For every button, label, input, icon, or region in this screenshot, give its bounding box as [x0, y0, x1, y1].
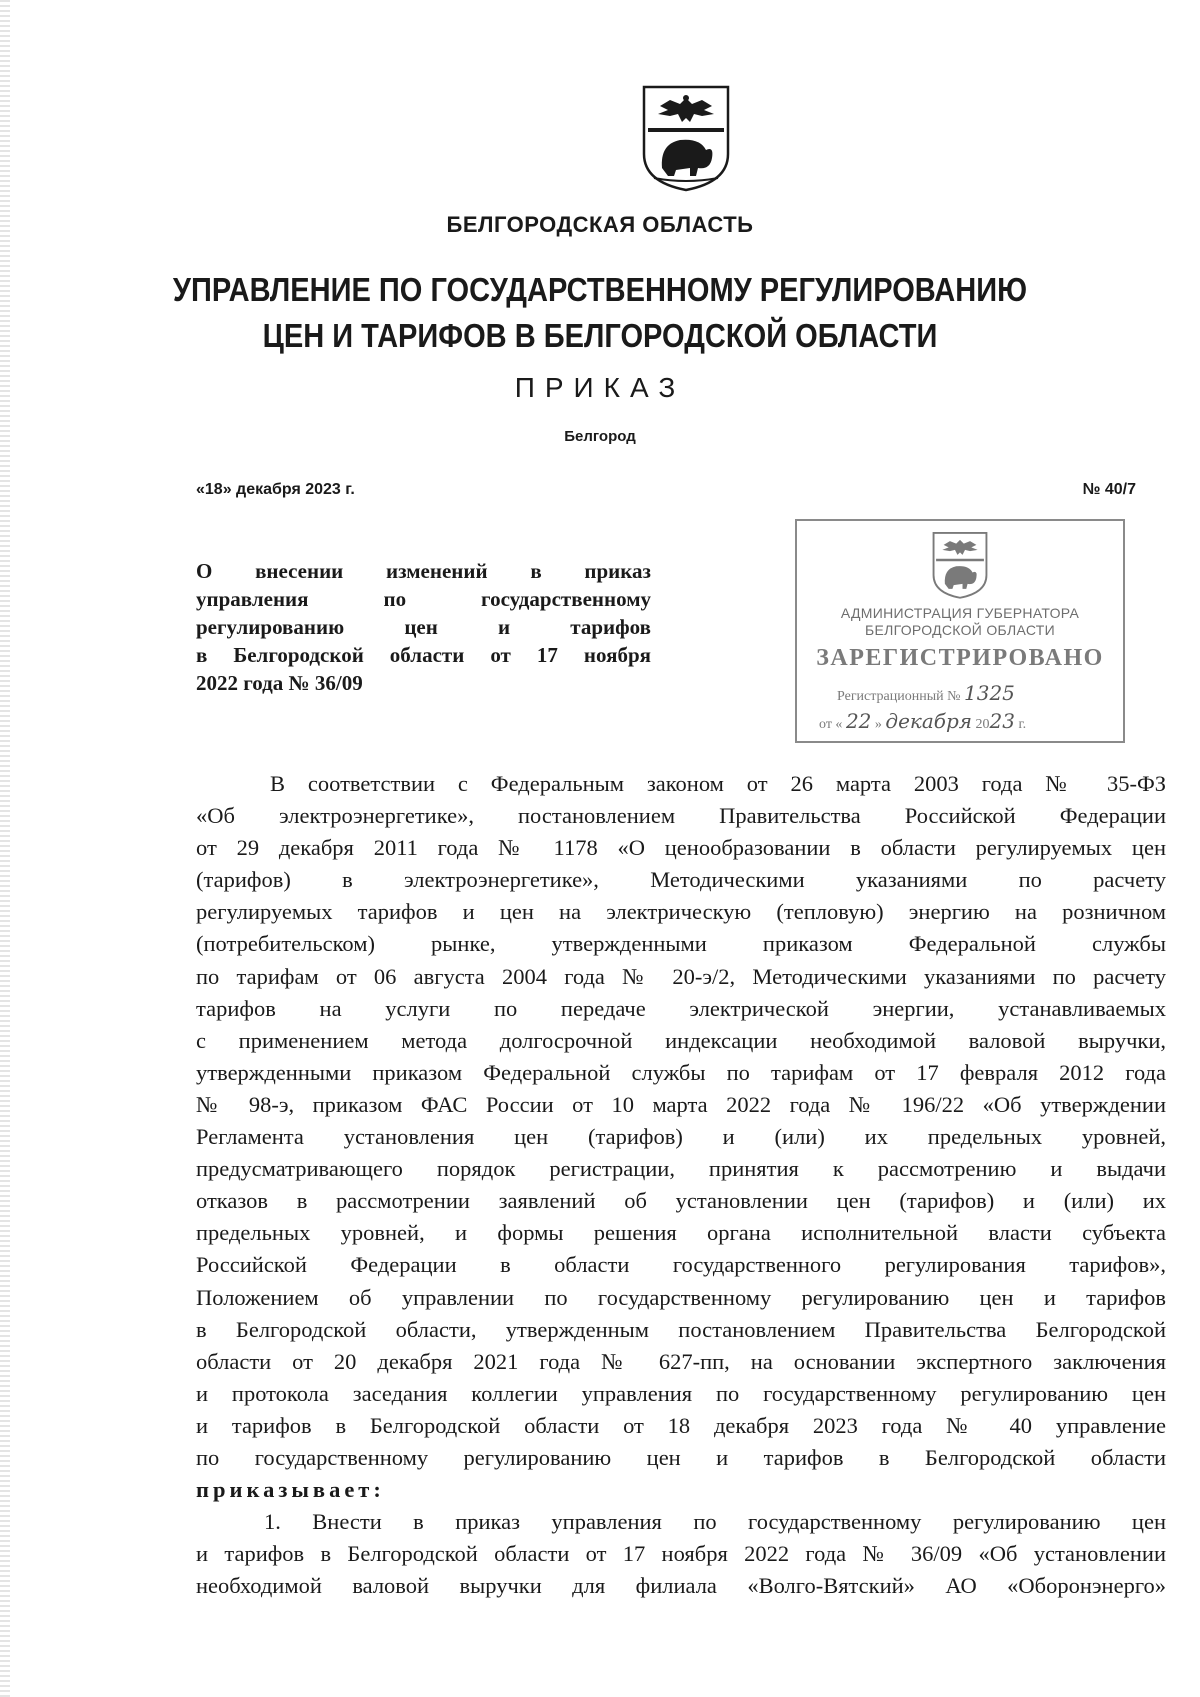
city: Белгород: [564, 428, 636, 445]
body-line: и протокола заседания коллегии управления по государственному регулированию цен: [196, 1380, 1166, 1406]
body-line: № 98-э, приказом ФАС России от 10 марта 2022 года № 196/22 «Об утверждении: [196, 1091, 1166, 1117]
coat-of-arms-icon: [640, 84, 732, 192]
stamp-year-suffix: 23: [989, 709, 1015, 733]
preamble-paragraph: [196, 768, 1166, 1506]
body-line: Регламента установления цен (тарифов) и (или) их предельных уровней,: [196, 1124, 1166, 1150]
stamp-coat-of-arms-icon: [931, 531, 989, 599]
agency-line-1: УПРАВЛЕНИЕ ПО ГОСУДАРСТВЕННОМУ РЕГУЛИРОВАНИЮ: [172, 271, 1028, 308]
body-line: в Белгородской области, утвержденным постановлением Правительства Белгородской: [196, 1316, 1166, 1342]
body-line: области от 20 декабря 2021 года № 627-пп, на основании экспертного заключения: [196, 1348, 1166, 1374]
region-title: БЕЛГОРОДСКАЯ ОБЛАСТЬ: [446, 212, 754, 237]
stamp-organization: [797, 605, 1123, 639]
orders-word: приказывает:: [196, 1477, 385, 1503]
subject-line: О внесении изменений в приказ: [196, 559, 651, 583]
subject-line: в Белгородской области от 17 ноября: [196, 643, 651, 667]
body-line: по тарифам от 06 августа 2004 года № 20-э/2, Методическими указаниями по расчету: [196, 963, 1166, 989]
stamp-date-line: [819, 709, 1026, 733]
body-line: с применением метода долгосрочной индексации необходимой валовой выручки,: [196, 1027, 1166, 1053]
subject-line: 2022 года № 36/09: [196, 671, 363, 695]
body-line: Положением об управлении по государственному регулированию цен и тарифов: [196, 1284, 1166, 1310]
body-line: утвержденными приказом Федеральной службы по тарифам от 17 февраля 2012 года: [196, 1059, 1166, 1085]
body-line: «Об электроэнергетике», постановлением Правительства Российской Федерации: [196, 803, 1166, 829]
body-line: необходимой валовой выручки для филиала «Волго-Вятский» АО «Оборонэнерго»: [196, 1573, 1166, 1599]
agency-name: [72, 267, 1128, 359]
stamp-reg-number-line: [837, 681, 1015, 705]
body-line: (тарифов) в электроэнергетике», Методическими указаниями по расчету: [196, 867, 1166, 893]
body-line: предельных уровней, и формы решения органа исполнительной власти субъекта: [196, 1220, 1166, 1246]
stamp-month: декабря: [885, 709, 973, 733]
body-line: тарифов на услуги по передаче электрической энергии, устанавливаемых: [196, 995, 1166, 1021]
body-line: по государственному регулированию цен и тарифов в Белгородской области: [196, 1444, 1166, 1470]
stamp-year-prefix: 20: [975, 717, 990, 732]
body-line: (потребительском) рынке, утвержденными приказом Федеральной службы: [196, 931, 1166, 957]
stamp-reg-number: 1325: [964, 681, 1015, 705]
document-type: ПРИКАЗ: [514, 372, 686, 403]
stamp-day: 22: [845, 709, 872, 733]
body-line: отказов в рассмотрении заявлений об установлении цен (тарифов) и (или) их: [196, 1188, 1166, 1214]
body-line: Российской Федерации в области государственного регулирования тарифов»,: [196, 1252, 1166, 1278]
stamp-org-line-1: АДМИНИСТРАЦИЯ ГУБЕРНАТОРА: [840, 605, 1080, 621]
stamp-reg-label: Регистрационный №: [837, 689, 961, 704]
subject-line: регулированию цен и тарифов: [196, 615, 651, 639]
scan-edge: [0, 0, 10, 1697]
order-date: «18» декабря 2023 г.: [196, 481, 355, 498]
body-line: В соответствии с Федеральным законом от 26 марта 2003 года № 35-ФЗ: [270, 771, 1166, 796]
order-body: [196, 768, 1166, 1602]
subject-line: управления по государственному: [196, 587, 651, 611]
stamp-registered: ЗАРЕГИСТРИРОВАНО: [816, 645, 1104, 671]
registration-stamp: [795, 519, 1125, 743]
order-number: № 40/7: [1082, 481, 1136, 498]
order-subject: [196, 557, 651, 697]
body-line: и тарифов в Белгородской области от 18 декабря 2023 года № 40 управление: [196, 1412, 1166, 1438]
agency-line-2: ЦЕН И ТАРИФОВ В БЕЛГОРОДСКОЙ ОБЛАСТИ: [262, 317, 938, 354]
stamp-year-end: г.: [1018, 717, 1027, 732]
stamp-from-prefix: от «: [819, 717, 843, 732]
body-line: предусматривающего порядок регистрации, принятия к рассмотрению и выдачи: [196, 1156, 1166, 1182]
stamp-org-line-2: БЕЛГОРОДСКОЙ ОБЛАСТИ: [865, 622, 1055, 638]
body-line: 1. Внести в приказ управления по государственному регулированию цен: [264, 1509, 1166, 1535]
stamp-mid: »: [874, 717, 882, 732]
body-line: и тарифов в Белгородской области от 17 ноября 2022 года № 36/09 «Об установлении: [196, 1541, 1166, 1567]
body-line: регулируемых тарифов и цен на электрическую (тепловую) энергию на розничном: [196, 899, 1166, 925]
item-1-paragraph: [196, 1506, 1166, 1602]
body-line: от 29 декабря 2011 года № 1178 «О ценообразовании в области регулируемых цен: [196, 835, 1166, 861]
